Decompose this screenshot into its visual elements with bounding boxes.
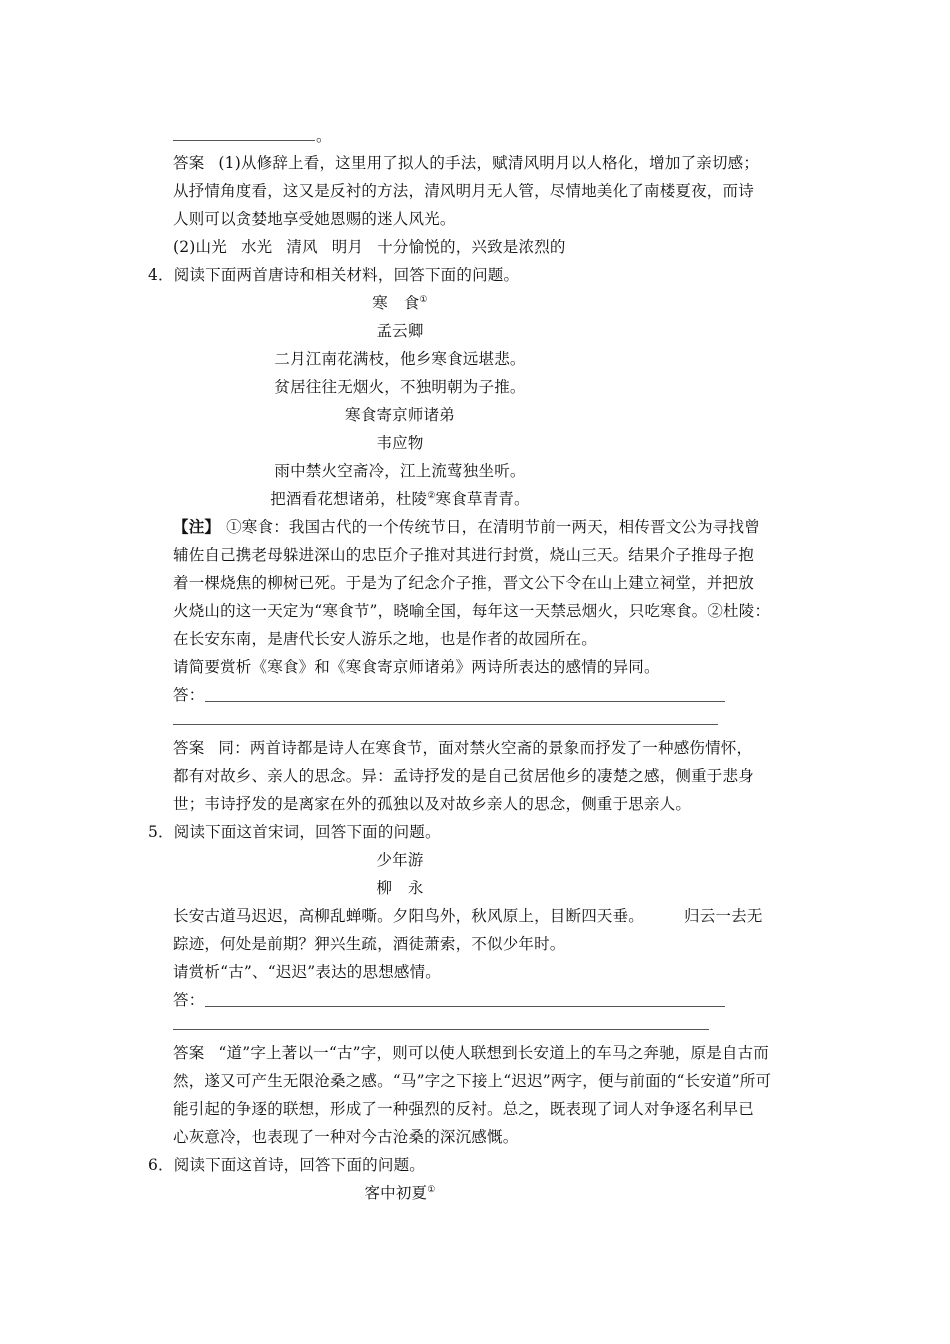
q4-answer-line-2: 都有对故乡、亲人的思念。异：孟诗抒发的是自己贫居他乡的凄楚之感，侧重于悲身 [173,767,754,785]
poem-1-author: 孟云卿 [376,322,424,340]
footnote-mark: ① [419,294,428,305]
q4-answer-line-1: 答案 同：两首诗都是诗人在寒食节，面对禁火空斋的景象而抒发了一种感伤情怀， [173,739,753,757]
poem-1-line-1: 二月江南花满枝，他乡寒食远堪悲。 [274,350,526,368]
q4-answer-line-3: 世；韦诗抒发的是离家在外的孤独以及对故乡亲人的思念，侧重于思亲人。 [173,795,692,813]
ci-line-2: 踪迹，何处是前期？狎兴生疏，酒徒萧索，不似少年时。 [173,935,566,953]
answer-label: 答案 [173,739,205,757]
footnote-mark: ② [427,490,436,501]
note-line-3: 着一棵烧焦的柳树已死。于是为了纪念介子推，晋文公下令在山上建立祠堂，并把放 [173,574,754,592]
q3-answer-line-2: 从抒情角度看，这又是反衬的方法，清风明月无人管，尽情地美化了南楼夏夜，而诗 [173,182,754,200]
blank-end-punct: 。 [316,127,332,145]
q5-answer-line-2: 然，遂又可产生无限沧桑之感。“马”字之下接上“迟迟”两字，便与前面的“长安道”所可 [173,1072,772,1090]
question-6-stem: 6．阅读下面这首诗，回答下面的问题。 [148,1156,425,1174]
q5-answer-line-3: 能引起的争逐的联想，形成了一种强烈的反衬。总之，既表现了词人对争逐名利早已 [173,1100,754,1118]
q5-answer-line-1: 答案 “道”字上著以一“古”字，则可以使人联想到长安道上的车马之奔驰，原是自古而 [173,1044,770,1062]
q3-answer-line-1: 答案 (1)从修辞上看，这里用了拟人的手法，赋清风明月以人格化，增加了亲切感； [173,154,760,172]
answer-blank-line [173,140,315,141]
note-line-5: 在长安东南，是唐代长安人游乐之地，也是作者的故园所在。 [173,630,597,648]
note-line-1: 【注】 ①寒食：我国古代的一个传统节日，在清明节前一两天，相传晋文公为寻找曾 [173,517,760,536]
poem-2-title: 寒食寄京师诸弟 [345,406,455,424]
poem-1-title: 寒 食① [372,294,428,312]
poem-1-line-2: 贫居往往无烟火，不独明朝为子推。 [274,378,526,396]
note-line-2: 辅佐自己携老母躲进深山的忠臣介子推对其进行封赏，烧山三天。结果介子推母子抱 [173,546,754,564]
note-label: 【注】 [173,517,221,536]
note-line-4: 火烧山的这一天定为“寒食节”，晓喻全国，每年这一天禁忌烟火，只吃寒食。②杜陵： [173,602,771,620]
question-5-prompt: 请赏析“古”、“迟迟”表达的思想感情。 [173,963,441,981]
question-5-stem: 5．阅读下面这首宋词，回答下面的问题。 [148,823,441,841]
q5-answer-line-4: 心灰意冷，也表现了一种对今古沧桑的深沉感慨。 [173,1128,519,1146]
ci-title: 少年游 [376,851,424,869]
poem-2-line-1: 雨中禁火空斋冷，江上流莺独坐听。 [274,462,526,480]
question-4-stem: 4．阅读下面两首唐诗和相关材料，回答下面的问题。 [148,266,520,284]
q3-answer-line-3: 人则可以贪婪地享受她恩赐的迷人风光。 [173,210,456,228]
answer-blank-line [205,1006,725,1007]
ci-author: 柳 永 [376,879,424,897]
question-4-prompt: 请简要赏析《寒食》和《寒食寄京师诸弟》两诗所表达的感情的异同。 [173,658,660,676]
answer-label: 答案 [173,154,205,172]
answer-prompt: 答： [173,991,205,1009]
footnote-mark: ① [427,1184,436,1195]
poem-2-author: 韦应物 [376,434,424,452]
answer-blank-line [173,724,718,725]
answer-blank-line [205,701,725,702]
q3-answer-part-2: (2)山光 水光 清风 明月 十分愉悦的，兴致是浓烈的 [173,238,566,256]
answer-prompt: 答： [173,686,205,704]
answer-blank-line [173,1029,709,1030]
poem-3-title: 客中初夏① [364,1184,436,1202]
poem-2-line-2: 把酒看花想诸弟，杜陵②寒食草青青。 [270,490,530,508]
ci-line-1: 长安古道马迟迟，高柳乱蝉嘶。夕阳鸟外，秋风原上，目断四天垂。 归云一去无 [173,907,763,925]
answer-label: 答案 [173,1044,205,1062]
